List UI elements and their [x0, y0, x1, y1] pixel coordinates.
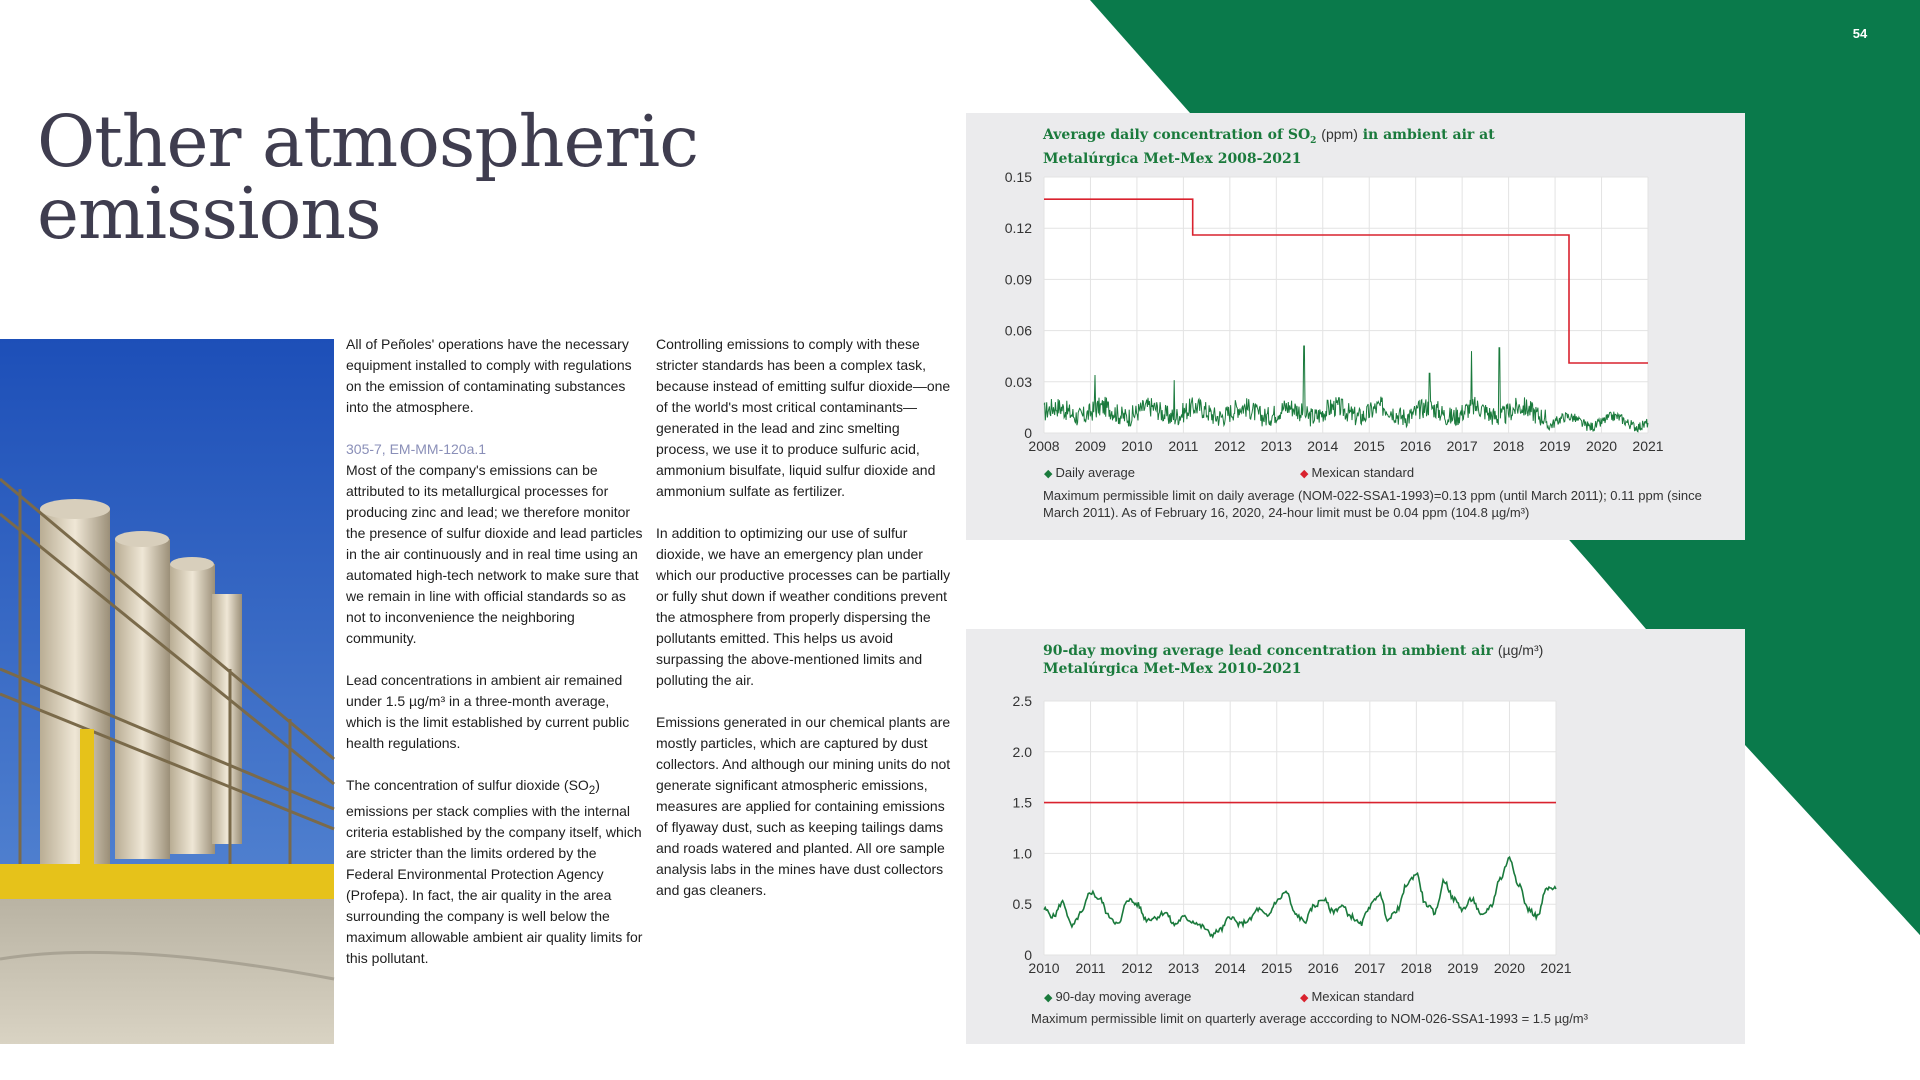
x-tick-label: 2021: [1540, 960, 1572, 976]
x-tick-label: 2021: [1632, 438, 1664, 454]
legend-swatch: ◆: [1044, 992, 1053, 1004]
x-tick-label: 2017: [1446, 438, 1478, 454]
x-tick-label: 2019: [1539, 438, 1571, 454]
x-tick-label: 2016: [1400, 438, 1432, 454]
paragraph: Most of the company's emissions can be attributed to its metallurgical processes for producing zinc and lead; we therefore monitor the presence of sulfur dioxide and lead particles in the air continuously and in real time using an automated high-tech network to make sure that we remain in line with official standards so as not to inconvenience the neighboring community.: [346, 462, 643, 646]
so2-chart-panel: [966, 113, 1745, 540]
y-tick-label: 0.12: [1004, 220, 1032, 237]
paragraph-so2: [346, 775, 646, 969]
paragraph: Lead concentrations in ambient air remained under 1.5 µg/m³ in a three-month average, which is the limit established by current public health regulations.: [346, 672, 630, 751]
x-tick-label: 2013: [1260, 438, 1292, 454]
chart-title-part: 90-day moving average lead concentration in ambient air: [1043, 643, 1493, 659]
subscript: 2: [588, 783, 596, 797]
legend-item: [1044, 465, 1135, 480]
legend-item: [1300, 989, 1414, 1004]
chart-title-subscript: 2: [1310, 135, 1317, 146]
x-tick-label: 2015: [1353, 438, 1385, 454]
x-tick-label: 2008: [1028, 438, 1060, 454]
y-tick-label: 2.5: [1012, 693, 1032, 709]
legend-label: Mexican standard: [1311, 989, 1415, 1004]
body-column-2: [656, 334, 956, 922]
gri-reference: 305-7, EM-MM-120a.1: [346, 441, 487, 457]
x-tick-label: 2019: [1447, 960, 1479, 976]
y-tick-label: 0.03: [1004, 373, 1032, 390]
x-tick-label: 2010: [1121, 438, 1153, 454]
x-tick-label: 2015: [1261, 960, 1293, 976]
x-tick-label: 2011: [1075, 960, 1106, 976]
plot-area: [1044, 177, 1648, 433]
chart-title-part: in ambient air at: [1362, 127, 1495, 143]
chart-title-unit: (ppm): [1321, 126, 1358, 142]
x-tick-label: 2016: [1307, 960, 1339, 976]
x-tick-label: 2014: [1214, 960, 1246, 976]
legend-label: Mexican standard: [1311, 465, 1415, 480]
x-tick-label: 2010: [1028, 960, 1060, 976]
chart-note: Maximum permissible limit on daily average (NOM-022-SSA1-1993)=0.13 ppm (until March 2011); 0.11 ppm (since March 2011). As of February 16, 2020, 24-hour limit must be 0.04 ppm (104.8 µg/m³): [1043, 488, 1702, 520]
y-tick-label: 1.5: [1012, 794, 1032, 811]
y-tick-label: 0.06: [1004, 322, 1032, 339]
legend-label: 90-day moving average: [1055, 989, 1192, 1004]
legend-swatch: ◆: [1300, 468, 1309, 480]
legend-item: [1300, 465, 1414, 480]
body-column-1: [346, 334, 646, 990]
x-tick-label: 2012: [1121, 960, 1153, 976]
paragraph: In addition to optimizing our use of sulfur dioxide, we have an emergency plan under which our productive processes can be partially or fully shut down if weather conditions prevent the atmosphere from properly dispersing the pollutants emitted. This helps us avoid surpassing the above-mentioned limits and polluting the air.: [656, 525, 951, 688]
x-tick-label: 2012: [1214, 438, 1246, 454]
so2-line-chart: [966, 113, 1745, 454]
chart-title-line2: Metalúrgica Met-Mex 2010-2021: [1043, 661, 1302, 677]
y-tick-label: 0.09: [1004, 271, 1032, 288]
legend-swatch: ◆: [1044, 468, 1053, 480]
x-tick-label: 2014: [1307, 438, 1339, 454]
x-tick-label: 2020: [1585, 438, 1618, 454]
paragraph-part: ) emissions per stack complies with the internal criteria established by the company itself, which are stricter than the limits ordered by the Federal Environmental Protection Agency (Profepa). In fact, the air quality in the area surrounding the company is well below the maximum allowable ambient air quality limits for this pollutant.: [346, 777, 643, 966]
page-number: 54: [1852, 26, 1868, 41]
x-tick-label: 2009: [1074, 438, 1107, 454]
lead-chart-panel: [966, 629, 1745, 1044]
paragraph: All of Peñoles' operations have the necessary equipment installed to comply with regulations on the emission of contaminating substances into the atmosphere.: [346, 336, 632, 415]
lead-line-chart: [966, 629, 1745, 974]
y-tick-label: 0.15: [1004, 169, 1032, 185]
industrial-silos-photo: [0, 339, 334, 1044]
x-tick-label: 2020: [1493, 960, 1526, 976]
legend-swatch: ◆: [1300, 992, 1309, 1004]
paragraph: Emissions generated in our chemical plants are mostly particles, which are captured by dust collectors. And although our mining units do not generate significant atmospheric emissions, measures are applied for containing emissions of flyaway dust, such as keeping tailings dams and roads watered and planted. All ore sample analysis labs in the mines have dust collectors and gas cleaners.: [656, 714, 951, 898]
paragraph: Controlling emissions to comply with these stricter standards has been a complex task, because instead of emitting sulfur dioxide—one of the world's most critical contaminants—generated in the lead and zinc smelting process, we use it to produce sulfuric acid, ammonium bisulfate, liquid sulfur dioxide and ammonium sulfate as fertilizer.: [656, 336, 951, 499]
x-tick-label: 2013: [1168, 960, 1200, 976]
legend-label: Daily average: [1055, 465, 1135, 480]
y-tick-label: 0: [1024, 947, 1032, 963]
y-tick-label: 0.5: [1012, 896, 1032, 913]
chart-title-unit: (µg/m³): [1497, 642, 1544, 658]
chart-note: Maximum permissible limit on quarterly average acccording to NOM-026-SSA1-1993 = 1.5 µg/m³: [1031, 1011, 1588, 1026]
x-tick-label: 2018: [1400, 960, 1432, 976]
paragraph-part: The concentration of sulfur dioxide (SO: [346, 777, 589, 793]
y-tick-label: 2.0: [1012, 743, 1032, 760]
y-tick-label: 1.0: [1012, 845, 1032, 862]
legend-item: [1044, 989, 1191, 1004]
page-title: Other atmospheric emissions: [37, 100, 698, 255]
chart-title-line2: Metalúrgica Met-Mex 2008-2021: [1043, 150, 1302, 167]
y-tick-label: 0: [1024, 425, 1032, 441]
x-tick-label: 2018: [1493, 438, 1525, 454]
x-tick-label: 2017: [1354, 960, 1386, 976]
chart-title-part: Average daily concentration of SO: [1043, 127, 1311, 143]
x-tick-label: 2011: [1168, 438, 1199, 454]
